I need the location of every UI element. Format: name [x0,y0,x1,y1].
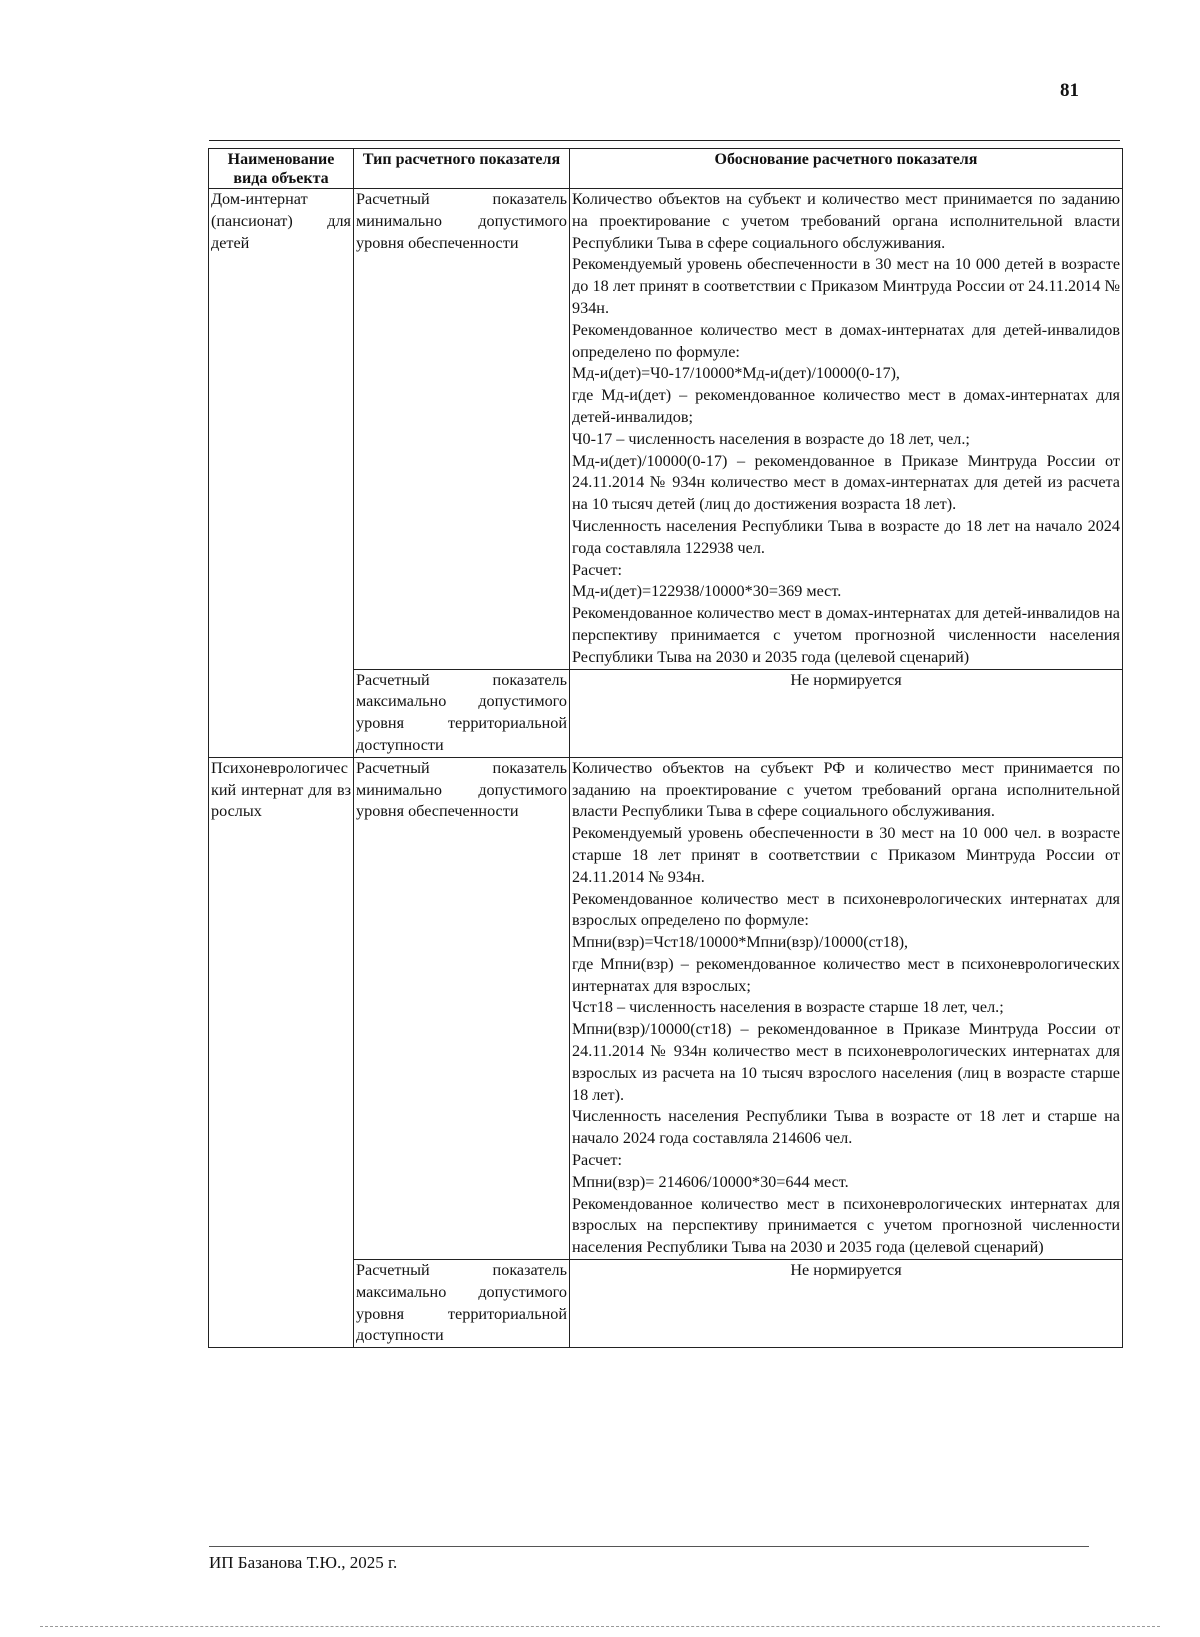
scan-edge [40,1626,1160,1627]
indicator-type: Расчетный показатель максимально допустимого уровня территориальной доступности [354,1260,570,1348]
justification-text: где Мпни(взр) – рекомендованное количество мест в психоневрологических интернатах для взрослых; [572,954,1120,995]
top-rule [209,140,1120,141]
indicator-type: Расчетный показатель максимально допустимого уровня территориальной доступности [354,669,570,757]
justification-text: Количество объектов на субъект РФ и количество мест принимается по заданию на проектирование с учетом требований органа исполнительной власти Республики Тыва в сфере социального обслуживания. [572,758,1120,821]
justification-text: где Мд-и(дет) – рекомендованное количество мест в домах-интернатах для детей-инвалидов; [572,386,1120,426]
justification-text: Рекомендованное количество мест в психоневрологических интернатах для взрослых на перспективу принимается с учетом прогнозной численности населения Республики Тыва на 2030 и 2035 года (целевой сценарий) [572,1194,1120,1257]
table-row [209,189,1123,670]
formula: Мд-и(дет)=Ч0-17/10000*Мд-и(дет)/10000(0-17), [572,365,900,383]
formula: Мпни(взр)=Чст18/10000*Мпни(взр)/10000(ст18), [572,934,909,952]
justification-text: Мд-и(дет)/10000(0-17) – рекомендованное в Приказе Минтруда России от 24.11.2014 № 934н количество мест в домах-интернатах для детей из расчета на 10 тысяч детей (лиц до достижения возраста 18 лет). [572,451,1120,514]
justification-text: Чст18 – численность населения в возрасте старше 18 лет, чел.; [572,998,1004,1017]
justification-text: Ч0-17 – численность населения в возрасте до 18 лет, чел.; [572,429,970,448]
calculation: Мпни(взр)= 214606/10000*30=644 мест. [572,1172,849,1191]
justification-text: Расчет: [572,1151,622,1170]
justification-not-normalized: Не нормируется [570,669,1123,757]
header-type: Тип расчетного показателя [354,149,570,189]
header-object: Наименование вида объекта [209,149,354,189]
justification-text: Рекомендуемый уровень обеспеченности в 30 мест на 10 000 чел. в возрасте старше 18 лет принят в соответствии с Приказом Минтруда России от 24.11.2014 № 934н. [572,824,1120,886]
justification [570,189,1123,670]
indicators-table [208,148,1123,1348]
justification-text: Рекомендованное количество мест в психоневрологических интернатах для взрослых определено по формуле: [572,889,1120,930]
calculation: Мд-и(дет)=122938/10000*30=369 мест. [572,582,842,601]
justification-text: Расчет: [572,560,622,579]
footer-author: ИП Базанова Т.Ю., 2025 г. [209,1553,398,1572]
indicator-type: Расчетный показатель минимально допустимого уровня обеспеченности [354,757,570,1259]
justification-text: Мпни(взр)/10000(ст18) – рекомендованное в Приказе Минтруда России от 24.11.2014 № 934н количество мест в психоневрологических интернатах для взрослых из расчета на 10 тысяч взрослого населения (лиц в возрасте старше 18 лет). [572,1020,1120,1104]
table-row [209,757,1123,1259]
justification-not-normalized: Не нормируется [570,1260,1123,1348]
justification-text: Рекомендованное количество мест в домах-интернатах для детей-инвалидов на перспективу принимается с учетом прогнозной численности населения Республики Тыва на 2030 и 2035 года (целевой сценарий) [572,604,1120,666]
footer-rule [209,1546,1089,1547]
justification-text: Рекомендованное количество мест в домах-интернатах для детей-инвалидов определено по формуле: [572,320,1120,361]
justification-text: Численность населения Республики Тыва в возрасте до 18 лет на начало 2024 года составляла 122938 чел. [572,516,1120,557]
header-justification: Обоснование расчетного показателя [570,149,1123,189]
justification-text: Количество объектов на субъект и количество мест принимается по заданию на проектирование с учетом требований органа исполнительной власти Республики Тыва в сфере социального обслуживания. [572,190,1120,252]
justification [570,757,1123,1259]
indicator-type: Расчетный показатель минимально допустимого уровня обеспеченности [354,189,570,670]
page-number: 81 [1060,80,1079,101]
table-header-row [209,149,1123,189]
object-name: Психоневрологический интернат для взрослых [209,757,354,1348]
object-name: Дом-интернат (пансионат) для детей [209,189,354,758]
justification-text: Численность населения Республики Тыва в возрасте от 18 лет и старше на начало 2024 года составляла 214606 чел. [572,1107,1120,1148]
justification-text: Рекомендуемый уровень обеспеченности в 30 мест на 10 000 детей в возрасте до 18 лет принят в соответствии с Приказом Минтруда России от 24.11.2014 № 934н. [572,255,1120,317]
